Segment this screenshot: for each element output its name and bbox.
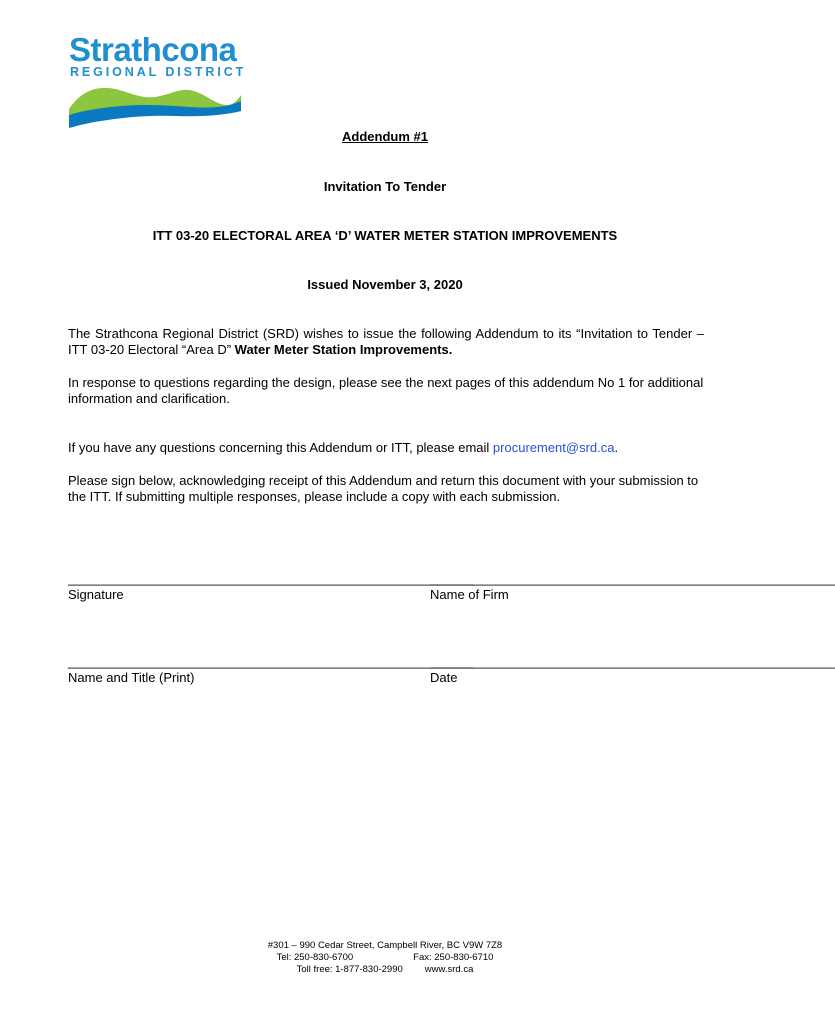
itt-title: ITT 03-20 ELECTORAL AREA ‘D’ WATER METER STATION IMPROVEMENTS bbox=[152, 228, 618, 243]
footer-fax: Fax: 250-830-6710 bbox=[413, 952, 494, 963]
date-label: Date bbox=[430, 670, 458, 685]
firm-name-line: ________________________________________________________ bbox=[430, 571, 835, 586]
footer-tollfree: Toll free: 1-877-830-2990 bbox=[296, 964, 403, 975]
firm-name-label: Name of Firm bbox=[430, 587, 509, 602]
srd-logo bbox=[67, 31, 247, 129]
logo-landscape-icon bbox=[67, 79, 243, 129]
footer-tel: Tel: 250-830-6700 bbox=[276, 952, 354, 963]
footer-phone-row bbox=[0, 952, 770, 964]
signature-label: Signature bbox=[68, 587, 124, 602]
contact-text: If you have any questions concerning this Addendum or ITT, please email bbox=[68, 440, 493, 455]
name-title-line: ________________________________________________________ bbox=[68, 654, 473, 669]
document-type: Invitation To Tender bbox=[323, 179, 447, 194]
logo-name: Strathcona bbox=[69, 31, 237, 68]
email-link[interactable]: procurement@srd.ca bbox=[492, 440, 615, 455]
footer bbox=[0, 940, 770, 976]
addendum-number: Addendum #1 bbox=[342, 129, 428, 144]
footer-web-row bbox=[0, 964, 770, 976]
intro-paragraph bbox=[68, 326, 704, 358]
footer-address: #301 – 990 Cedar Street, Campbell River, BC V9W 7Z8 bbox=[267, 940, 503, 951]
issued-date: Issued November 3, 2020 bbox=[307, 277, 463, 292]
name-title-label: Name and Title (Print) bbox=[68, 670, 195, 685]
sign-instruction-paragraph: Please sign below, acknowledging receipt of this Addendum and return this document with your submission to the ITT. If submitting multiple responses, please include a copy with each submission. bbox=[68, 473, 699, 504]
logo-subtitle: REGIONAL DISTRICT bbox=[70, 65, 247, 79]
signature-line: ________________________________________________________ bbox=[68, 571, 473, 586]
contact-paragraph bbox=[68, 440, 704, 456]
date-line: ________________________________________________________ bbox=[430, 654, 835, 669]
contact-end: . bbox=[614, 440, 619, 455]
project-name: Water Meter Station Improvements. bbox=[234, 342, 453, 357]
design-paragraph: In response to questions regarding the design, please see the next pages of this addendum No 1 for additional information and clarification. bbox=[68, 375, 704, 406]
intro-text: The Strathcona Regional District (SRD) wishes to issue the following Addendum to its “Invitation to Tender – ITT 03-20 Electoral “Area D” bbox=[68, 326, 704, 357]
footer-website[interactable]: www.srd.ca bbox=[424, 964, 474, 975]
